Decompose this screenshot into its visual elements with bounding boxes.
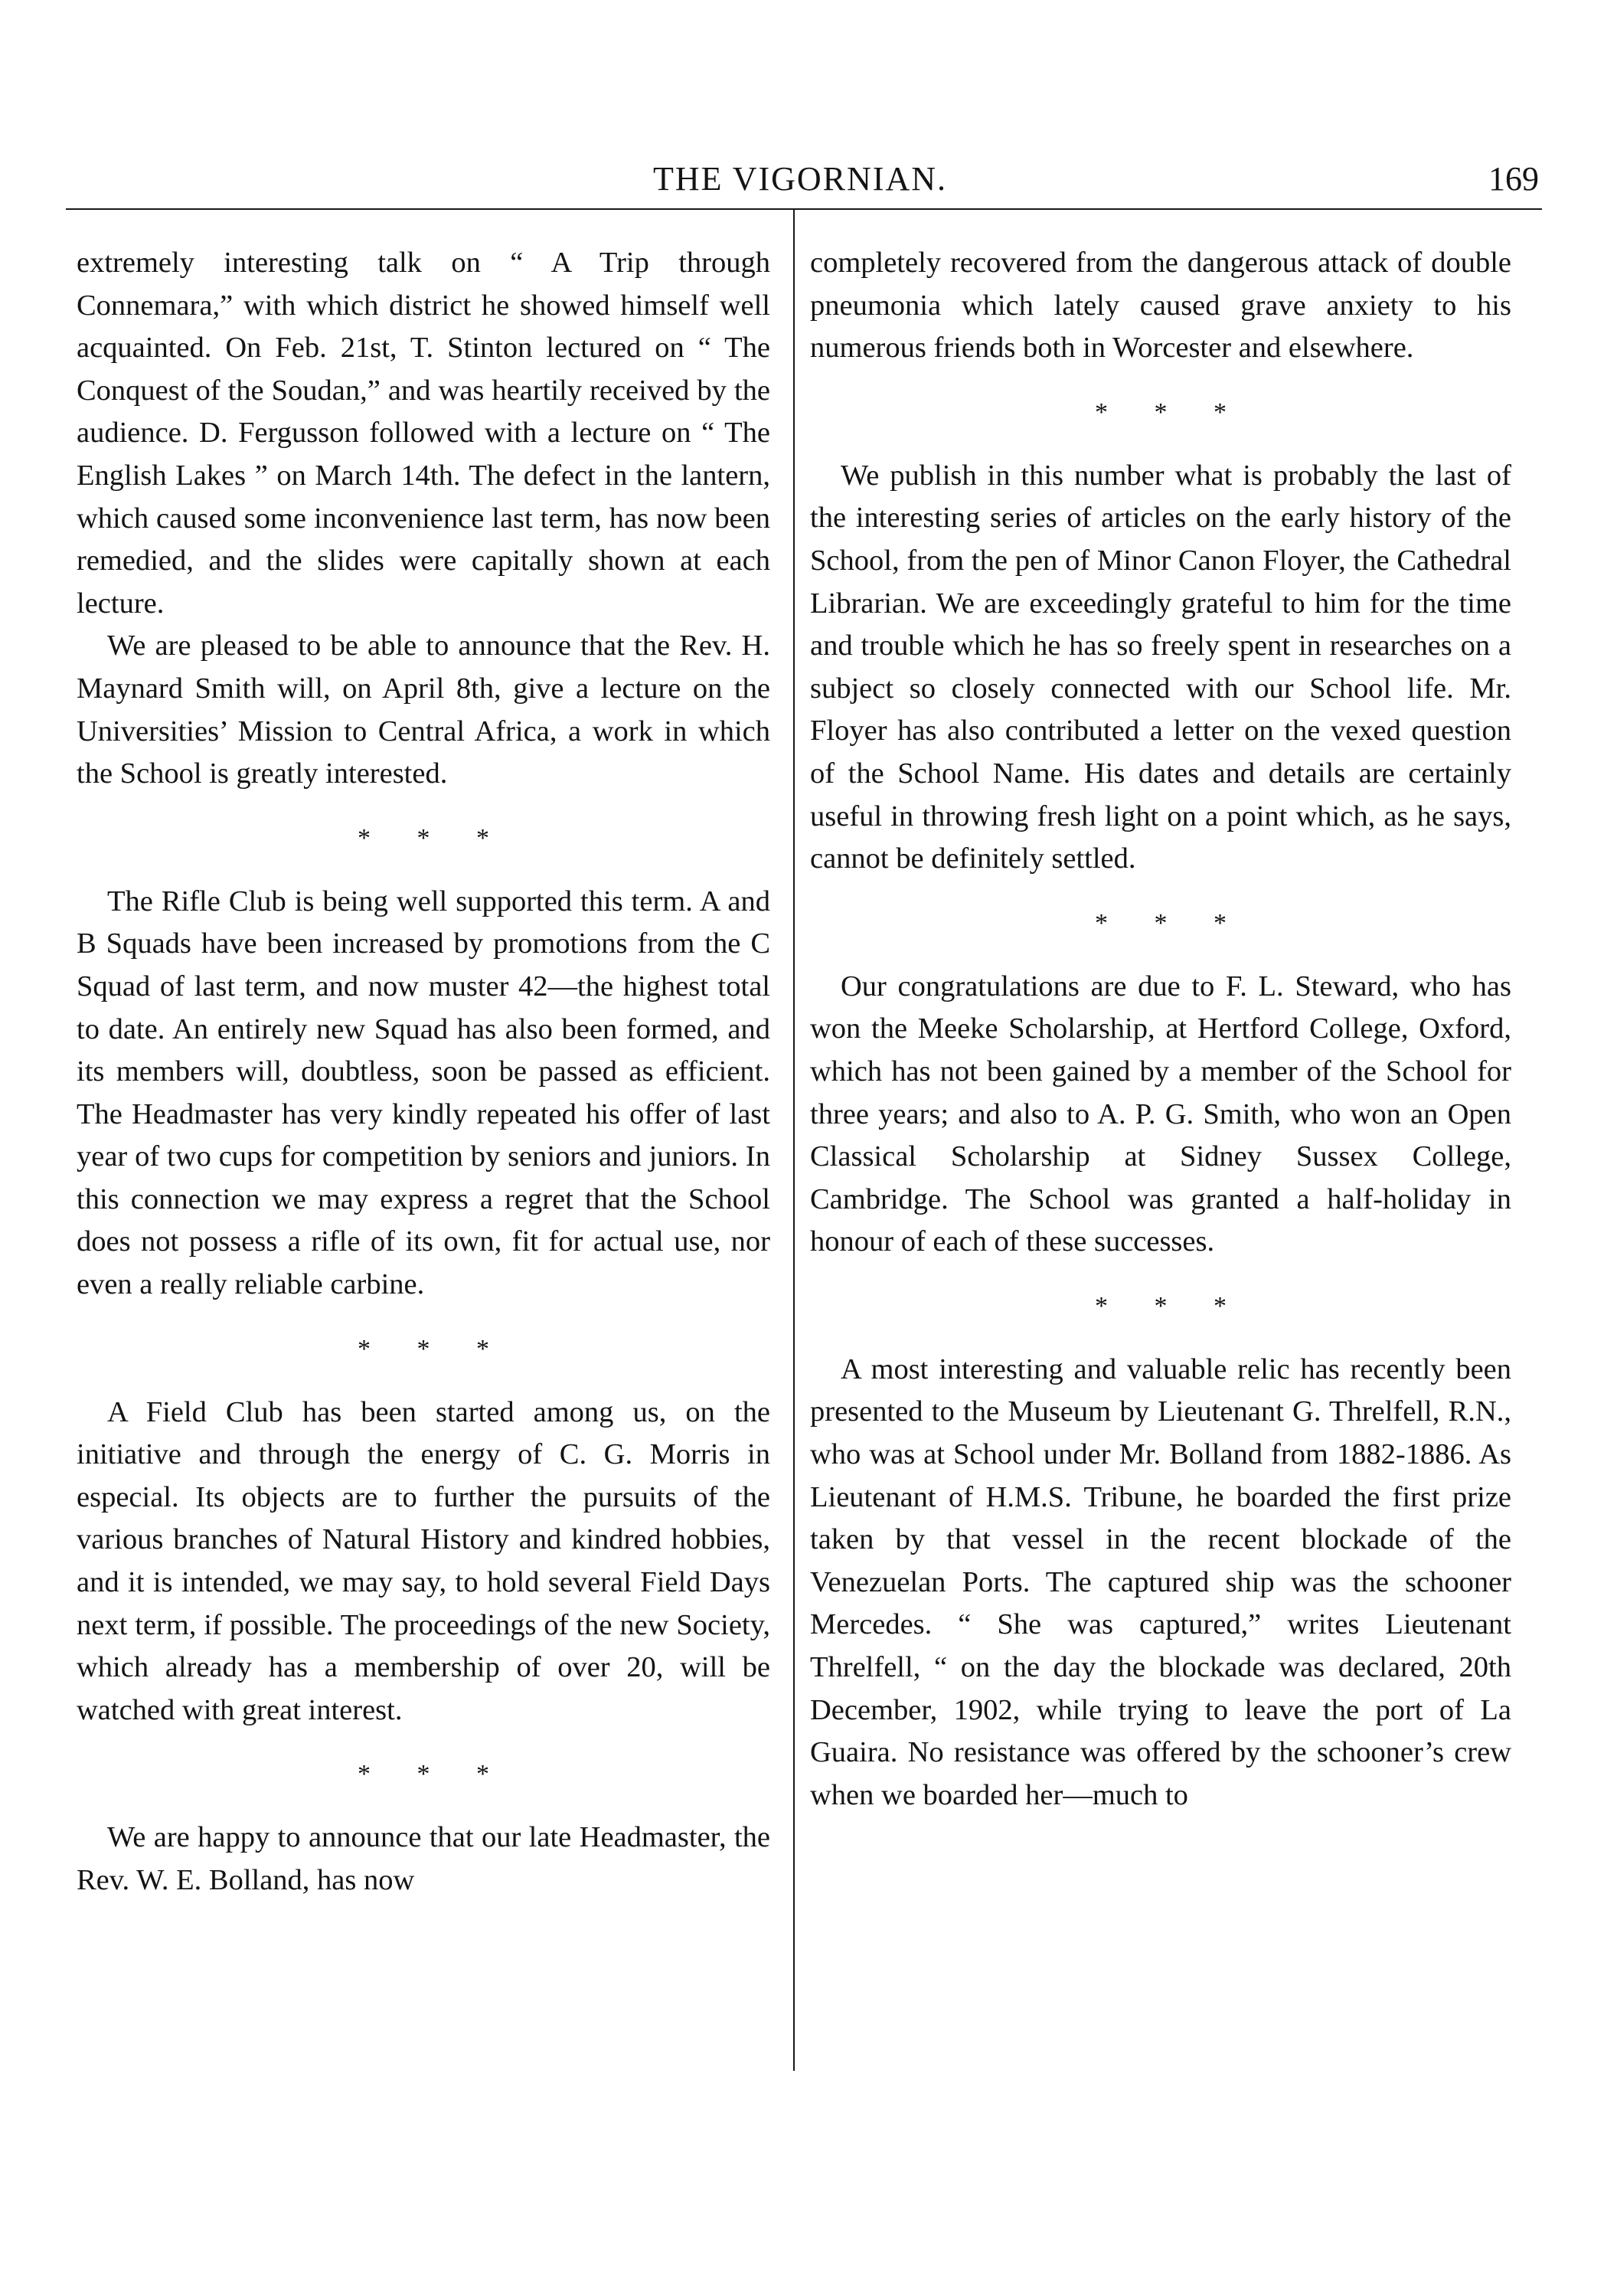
page-header bbox=[61, 159, 1539, 205]
column-divider bbox=[793, 210, 795, 2071]
paragraph-rifle-club: The Rifle Club is being well supported this term. A and B Squads have been increased by promotions from the C Squad of last term, and now muster 42—the highest total to date. An entirely new Squad has also been formed, and its members will, doubtless, soon be passed as efficient. The Headmaster has very kindly repeated his offer of last year of two cups for competition by seniors and juniors. In this connection we may express a regret that the School does not possess a rifle of its own, fit for actual use, nor even a really reliable carbine. bbox=[77, 885, 770, 1301]
paragraph-bolland-recovery-continued: completely recovered from the dangerous attack of double pneumonia which lately caused grave anxiety to his numerous friends both in Worcester and elsewhere. bbox=[810, 247, 1511, 365]
section-separator: * * * bbox=[358, 1760, 489, 1789]
page-number: 169 bbox=[1488, 160, 1539, 198]
paragraph-museum-relic: A most interesting and valuable relic has recently been presented to the Museum by Lieutenant G. Threlfell, R.N., who was at School under Mr. Bolland from 1882-1886. As Lieutenant of H.M.S. Tribune, he boarded the first prize taken by that vessel in the recent blockade of the Venezuelan Ports. The captured ship was the schooner Mercedes. “ She was captured,” writes Lieutenant Threlfell, “ on the day the blockade was declared, 20th December, 1902, while trying to leave the port of La Guaira. No resistance was offered by the schooner’s crew when we boarded her—much to bbox=[810, 1352, 1511, 1811]
section-separator: * * * bbox=[1095, 908, 1227, 937]
left-column bbox=[77, 242, 770, 1902]
section-separator: * * * bbox=[358, 823, 489, 852]
running-title: THE VIGORNIAN. bbox=[652, 160, 948, 198]
paragraph-maynard-smith-lecture: We are pleased to be able to announce that the Rev. H. Maynard Smith will, on April 8th, give a lecture on the Universities’ Mission to Central Africa, a work in which the School is greatly interested. bbox=[77, 630, 770, 790]
section-separator: * * * bbox=[1095, 1291, 1227, 1320]
right-column bbox=[810, 242, 1511, 1817]
paragraph-floyer-articles: We publish in this number what is probably the last of the interesting series of articles on the early history of the School, from the pen of Minor Canon Floyer, the Cathedral Librarian. We are exceedingly grateful to him for the time and trouble which he has so freely spent in researches on a subject so closely connected with our School life. Mr. Floyer has also contributed a letter on the vexed question of the School Name. His dates and details are certainly useful in throwing fresh light on a point which, as he says, cannot be definitely settled. bbox=[810, 459, 1511, 875]
header-rule bbox=[66, 208, 1542, 210]
section-separator: * * * bbox=[1095, 397, 1227, 427]
section-separator: * * * bbox=[358, 1334, 489, 1363]
paragraph-scholarships: Our congratulations are due to F. L. Steward, who has won the Meeke Scholarship, at Hertford College, Oxford, which has not been gained by a member of the School for three years; and also to A. P. G. Smith, who won an Open Classical Scholarship at Sidney Sussex College, Cambridge. The School was granted a half-holiday in honour of each of these successes. bbox=[810, 970, 1511, 1258]
paragraph-field-club: A Field Club has been started among us, on the initiative and through the energy of C. G. Morris in especial. Its objects are to further the pursuits of the various branches of Natural History and kindred hobbies, and it is intended, we may say, to hold several Field Days next term, if possible. The proceedings of the new Society, which already has a membership of over 20, will be watched with great interest. bbox=[77, 1395, 770, 1726]
paragraph-lectures-continued: extremely interesting talk on “ A Trip through Connemara,” with which district he showed himself well acquainted. On Feb. 21st, T. Stinton lectured on “ The Conquest of the Soudan,” and was heartily received by the audience. D. Fergusson followed with a lecture on “ The English Lakes ” on March 14th. The defect in the lantern, which caused some inconvenience last term, has now been remedied, and the slides were capitally shown at each lecture. bbox=[77, 247, 770, 620]
paragraph-bolland-recovery: We are happy to announce that our late Headmaster, the Rev. W. E. Bolland, has now bbox=[77, 1821, 770, 1896]
